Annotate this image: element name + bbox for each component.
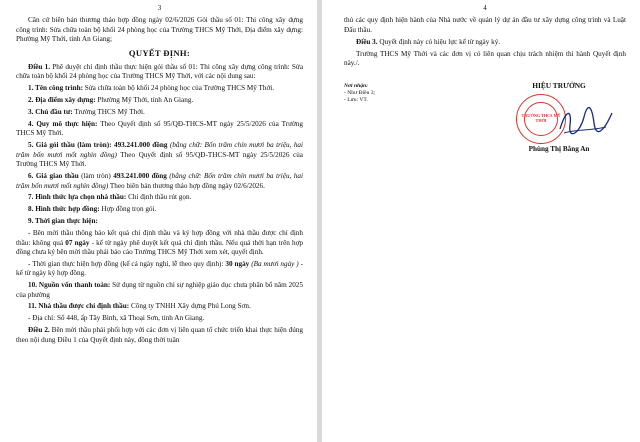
item-4-value: Theo Quyết định số 95/QĐ-THCS-MT ngày 25/5/2026 của Trường THCS Mỹ Thới.	[16, 120, 303, 138]
item-7-value: Chỉ định thầu rút gọn.	[126, 193, 192, 202]
execution-clause: Trường THCS Mỹ Thới và các đơn vị có liên quan chịu trách nhiệm thi hành Quyết định này./.	[344, 49, 626, 68]
item-6-label: 6. Giá giao thầu	[28, 172, 79, 181]
contractor-address: - Địa chỉ: Số 448, ấp Tây Bình, xã Thoại Sơn, tỉnh An Giang.	[28, 314, 205, 323]
item-7	[16, 193, 303, 202]
item-9b-post: - kể từ ngày ký hợp đồng.	[16, 259, 304, 278]
seal-text: TRƯỜNG THCS MỸ THỚI	[521, 112, 561, 123]
item-5	[16, 141, 303, 169]
item-7-label: 7. Hình thức lựa chọn nhà thầu:	[28, 193, 127, 202]
item-6	[16, 172, 303, 191]
recipients-heading: Nơi nhận:	[344, 82, 368, 89]
page-3	[0, 0, 317, 442]
item-9a-post: - kể từ ngày phê duyệt kết quả chỉ định thầu. Nếu quá thời hạn trên hợp đồng chưa ký bên mời thầu phải báo cáo Trường THCS Mỹ Thới xem xét, quyết định.	[16, 238, 304, 256]
item-11	[16, 302, 303, 311]
signer	[494, 80, 624, 153]
item-1-label: 1. Tên công trình:	[28, 84, 83, 93]
item-2-value: Phường Mỹ Thới, tỉnh An Giang.	[95, 96, 194, 105]
article-1-text: Phê duyệt chỉ định thầu thực hiện gói thầu số 01: Thi công xây dựng công trình: Sửa chữa toàn bộ khối 24 phòng học của Trường THCS Mỹ Thới, với các nội dung sau:	[16, 63, 304, 81]
handwritten-signature	[556, 103, 616, 139]
article-1	[16, 63, 303, 82]
recipient-item: - Như Điều 3;	[344, 89, 376, 96]
item-10-value: Sử dụng từ nguồn chi sự nghiệp giáo dục chưa phân bổ năm 2025 của phường	[16, 281, 303, 299]
recipients	[344, 83, 375, 104]
item-9a-days: 07 ngày	[65, 238, 90, 247]
item-10	[16, 281, 303, 300]
decision-heading: QUYẾT ĐỊNH:	[128, 47, 191, 58]
item-9b-pre: - Thời gian thực hiện hợp đồng (kể cả ngày nghỉ, lễ theo quy định):	[28, 259, 226, 268]
item-6-pre: (làm tròn)	[78, 172, 114, 181]
item-9a	[16, 229, 303, 257]
signature-block	[344, 71, 626, 191]
item-10-label: 10. Nguồn vốn thanh toán:	[28, 281, 111, 290]
item-1-value: Sửa chữa toàn bộ khối 24 phòng học của Trường THCS Mỹ Thới.	[82, 84, 275, 93]
item-5-label: 5. Giá gói thầu (làm tròn):	[28, 141, 112, 150]
item-8-label: 8. Hình thức hợp đồng:	[28, 205, 100, 214]
article-1-label: Điều 1.	[28, 63, 51, 72]
item-3-value: Trường THCS Mỹ Thới.	[72, 108, 145, 117]
article-2-label: Điều 2.	[28, 326, 50, 335]
item-9-label: 9. Thời gian thực hiện:	[28, 217, 98, 226]
item-4	[16, 120, 303, 139]
item-5-amount: 493.241.000 đồng	[111, 141, 168, 150]
item-6-words: (bằng chữ: Bốn trăm chín mươi ba triệu, hai trăm bốn mươi mốt nghìn đồng)	[16, 172, 303, 190]
item-9b-days: 30 ngày	[225, 259, 250, 268]
signer-name: Phùng Thị Bằng An	[528, 144, 590, 153]
item-6-rest: Theo biên bản thương thảo hợp đồng ngày 02/6/2026.	[108, 181, 265, 190]
item-8-value: Hợp đồng trọn gói.	[99, 205, 157, 214]
item-9b	[16, 260, 303, 279]
item-9	[16, 217, 303, 226]
item-4-label: 4. Quy mô thực hiện:	[28, 120, 98, 129]
item-2-label: 2. Địa điểm xây dựng:	[28, 96, 96, 105]
item-1	[16, 84, 303, 93]
item-5-rest: Theo Quyết định số 95/QĐ-THCS-MT ngày 25/5/2026 của Trường THCS Mỹ Thới.	[16, 150, 303, 169]
recipient-item: - Lưu: VT.	[344, 96, 368, 103]
page-4	[322, 0, 640, 442]
page-number: 4	[483, 4, 487, 12]
page-number: 3	[157, 4, 162, 12]
item-5-words: (bằng chữ: Bốn trăm chín mươi ba triệu, hai trăm bốn mươi mốt nghìn đồng)	[16, 141, 304, 159]
item-2	[16, 96, 303, 105]
intro-paragraph: Căn cứ biên bản thương thảo hợp đồng ngày 02/6/2026 Gói thầu số 01: Thi công xây dựng công trình: Sửa chữa toàn bộ khối 24 phòng học của Trường THCS Mỹ Thới, Địa điểm xây dựng: Phường Mỹ Thới, tỉnh An Giang;	[16, 16, 303, 44]
article-2-continuation: thủ các quy định hiện hành của Nhà nước về quản lý dự án đầu tư xây dựng công trình và Luật Đấu thầu.	[344, 16, 626, 34]
article-3-text: Quyết định này có hiệu lực kể từ ngày ký.	[377, 37, 501, 46]
item-9a-pre: - Bên mời thầu thông báo kết quả chỉ định thầu và ký hợp đồng với nhà thầu được chỉ định thầu: không quá	[16, 229, 303, 247]
item-6-amount: 493.241.000 đồng	[113, 172, 167, 181]
item-3-label: 3. Chủ đầu tư:	[28, 108, 73, 117]
item-9b-words: (Ba mươi ngày )	[249, 259, 299, 268]
signer-title: HIỆU TRƯỞNG	[532, 80, 586, 90]
article-2	[16, 326, 303, 345]
article-3	[344, 38, 626, 47]
article-3-label: Điều 3.	[356, 37, 378, 46]
item-8	[16, 205, 303, 214]
item-3	[16, 108, 303, 117]
item-11-label: 11. Nhà thầu được chỉ định thầu:	[28, 302, 130, 311]
article-2-text: Bên mời thầu phải phối hợp với các đơn vị liên quan tổ chức triển khai thực hiện đúng theo nội dung Điều 1 của Quyết định này, đồng thời tuân	[16, 326, 303, 344]
item-11-value: Công ty TNHH Xây dựng Phú Long Sơn.	[129, 302, 251, 311]
